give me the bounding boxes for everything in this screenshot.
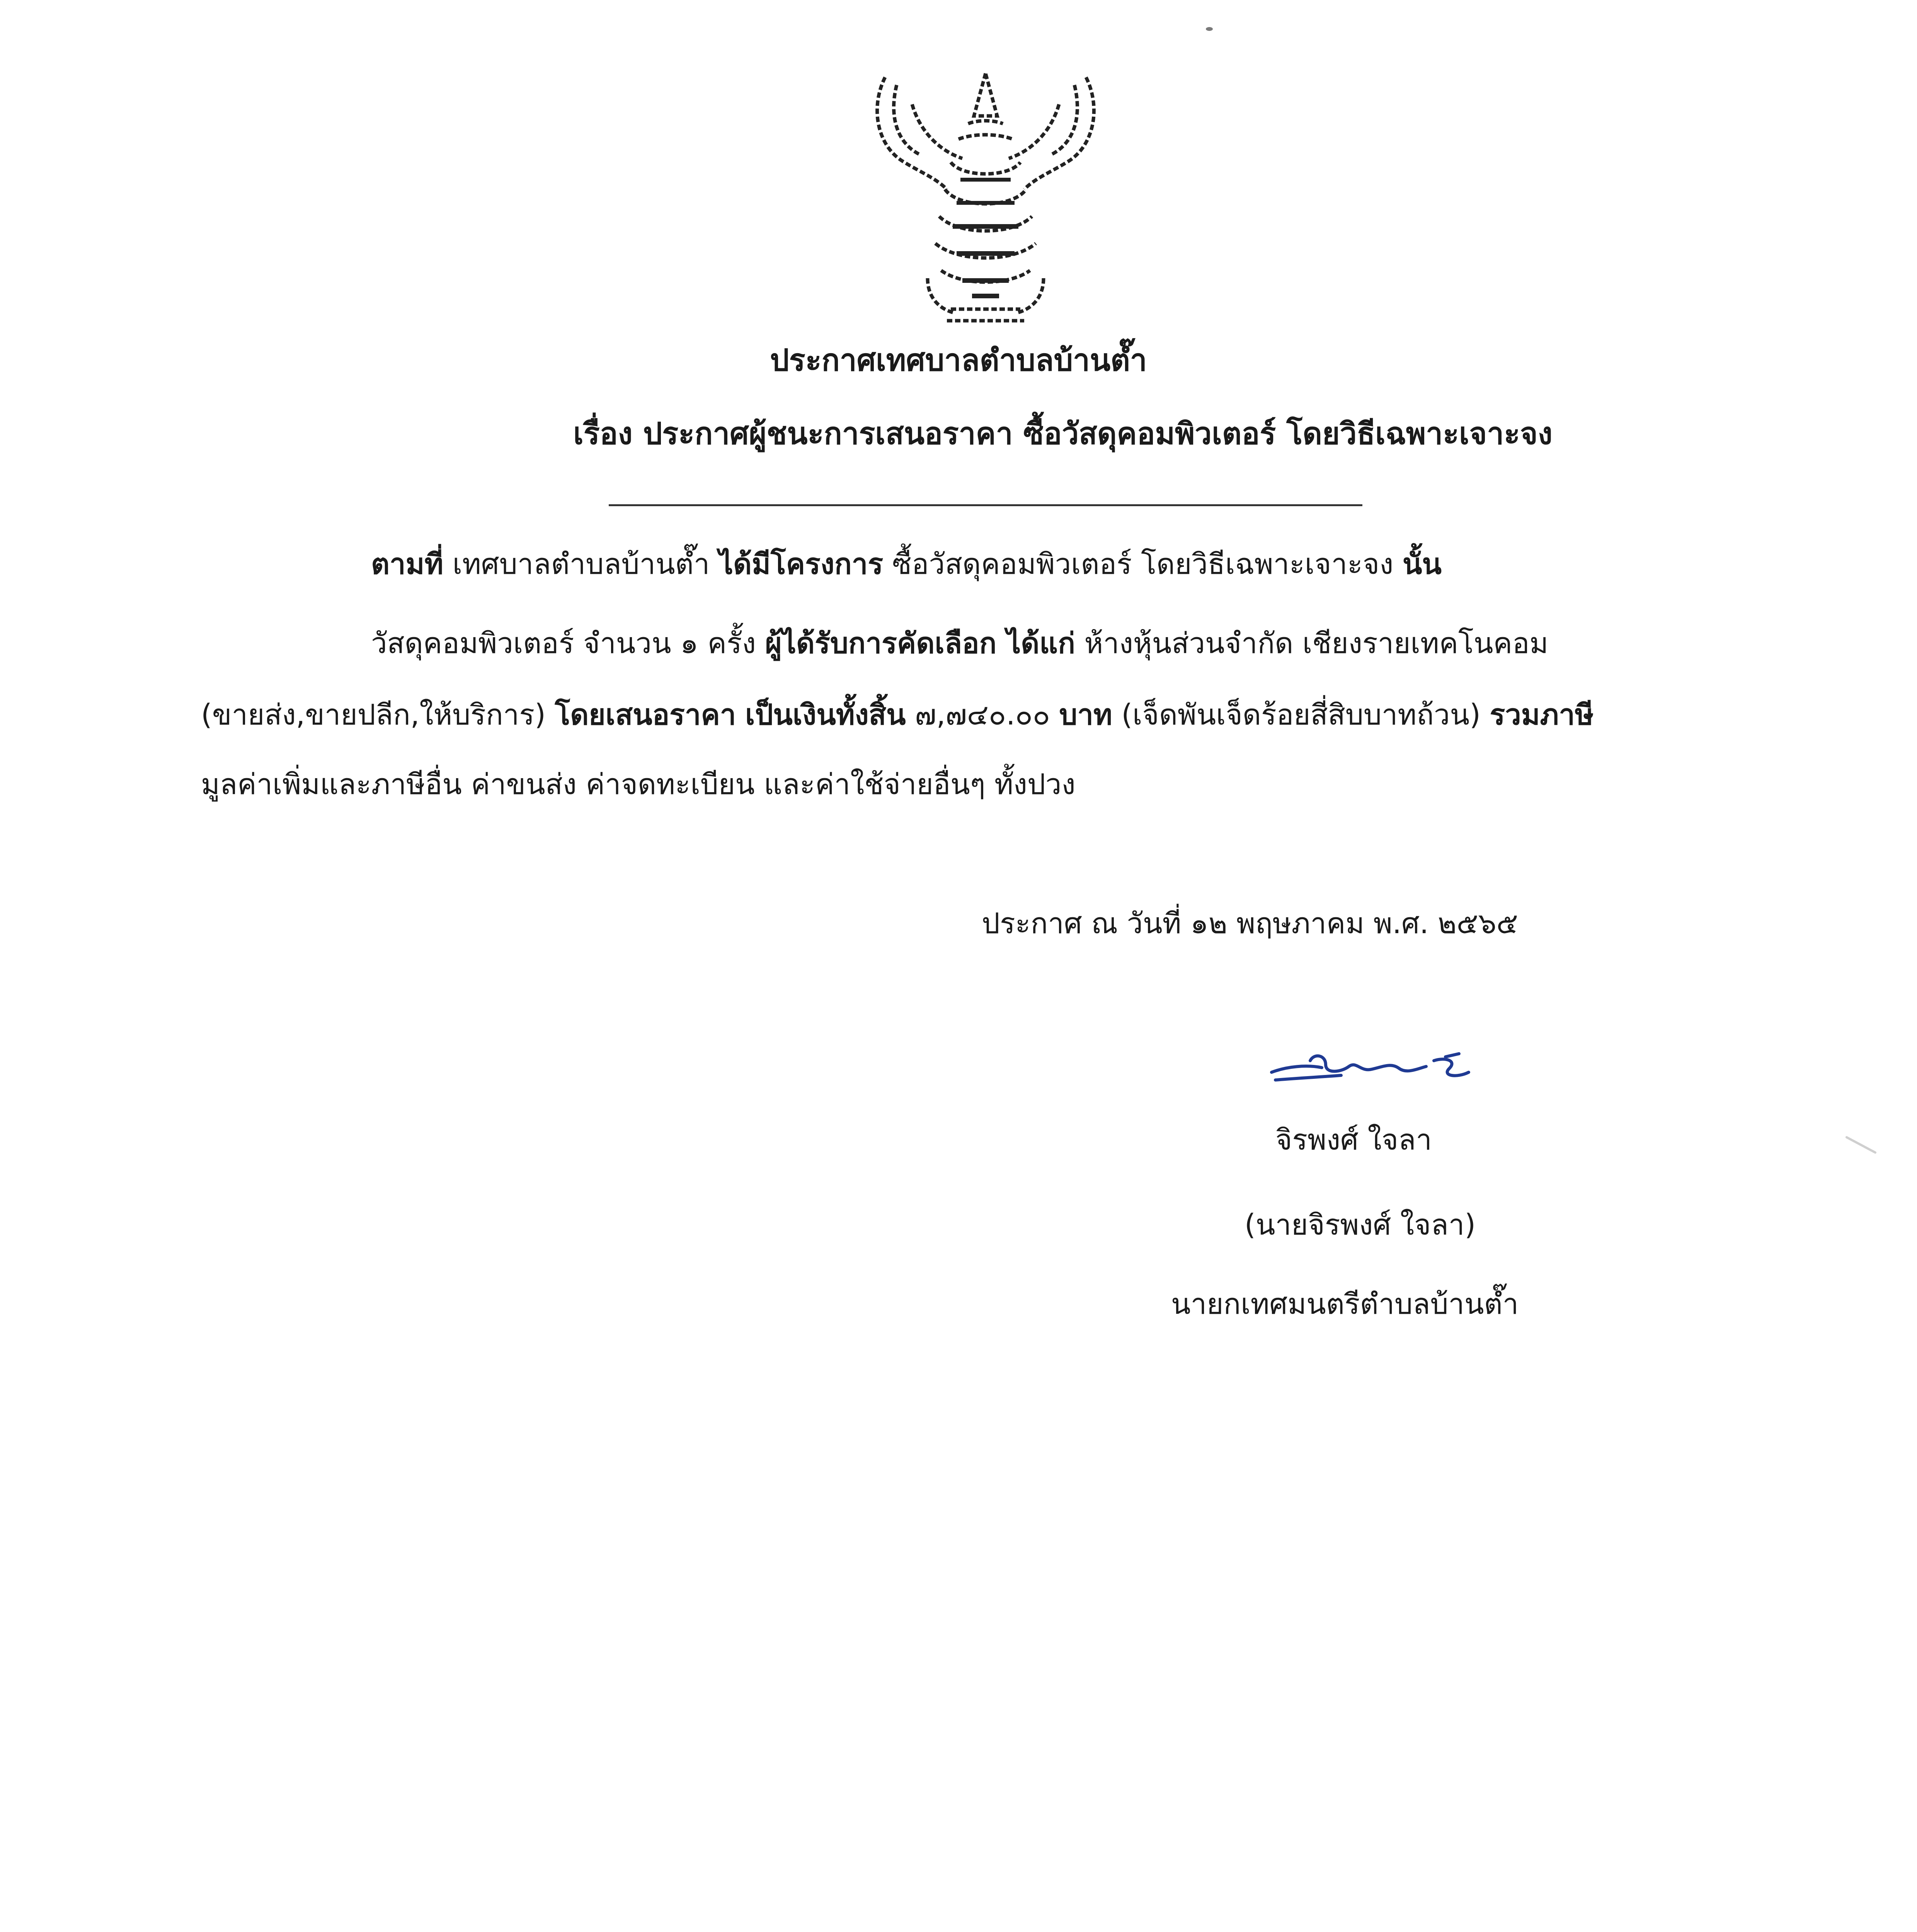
- scan-speck: [1845, 1136, 1877, 1154]
- body-text: โดยเสนอราคา: [555, 698, 736, 731]
- announcement-date: ประกาศ ณ วันที่ ๑๒ พฤษภาคม พ.ศ. ๒๕๖๕: [982, 907, 1518, 940]
- body-text: นั้น: [1402, 548, 1442, 581]
- body-text: วัสดุคอมพิวเตอร์ จำนวน ๑ ครั้ง: [371, 627, 756, 660]
- handwritten-signature: [1264, 1045, 1480, 1088]
- announcement-title: ประกาศเทศบาลตำบลบ้านต๊ำ: [770, 343, 1147, 378]
- announcement-subject: [104, 410, 1917, 457]
- signatory-full-name: (นายจิรพงศ์ ใจลา): [1245, 1208, 1476, 1242]
- body-line-2: [371, 620, 1548, 666]
- body-text: ตามที่: [371, 548, 444, 581]
- body-text: เป็นเงินทั้งสิ้น: [745, 698, 906, 731]
- body-text: มูลค่าเพิ่มและภาษีอื่น ค่าขนส่ง ค่าจดทะเบียน และค่าใช้จ่ายอื่นๆ ทั้งปวง: [201, 768, 1076, 801]
- currency-unit: บาท: [1059, 698, 1112, 731]
- body-text: เทศบาลตำบลบ้านต๊ำ: [452, 548, 710, 581]
- body-text: ได้มีโครงการ: [718, 548, 884, 581]
- price-amount: ๗,๗๔๐.๐๐: [915, 698, 1050, 731]
- body-text: ผู้ได้รับการคัดเลือก ได้แก่: [765, 627, 1075, 660]
- subject-label: เรื่อง ประกาศผู้ชนะการเสนอราคา: [573, 417, 1013, 451]
- price-in-words: (เจ็ดพันเจ็ดร้อยสี่สิบบาทถ้วน): [1121, 698, 1481, 731]
- body-text: (ขายส่ง,ขายปลีก,ให้บริการ): [201, 698, 546, 731]
- winner-name: ห้างหุ้นส่วนจำกัด เชียงรายเทคโนคอม: [1084, 627, 1549, 660]
- subject-text: ซื้อวัสดุคอมพิวเตอร์ โดยวิธีเฉพาะเจาะจง: [1023, 417, 1553, 451]
- body-line-1: [371, 541, 1442, 587]
- project-name: ซื้อวัสดุคอมพิวเตอร์ โดยวิธีเฉพาะเจาะจง: [892, 548, 1394, 581]
- signatory-position: นายกเทศมนตรีตำบลบ้านต๊ำ: [1171, 1287, 1519, 1321]
- body-text: รวมภาษี: [1490, 698, 1594, 731]
- title-divider: [609, 504, 1362, 506]
- garuda-emblem: [862, 62, 1109, 328]
- body-line-3: [201, 692, 1594, 737]
- signatory-name: จิรพงศ์ ใจลา: [1275, 1123, 1432, 1156]
- scan-speck: [1206, 27, 1213, 31]
- body-line-4: [201, 761, 1076, 807]
